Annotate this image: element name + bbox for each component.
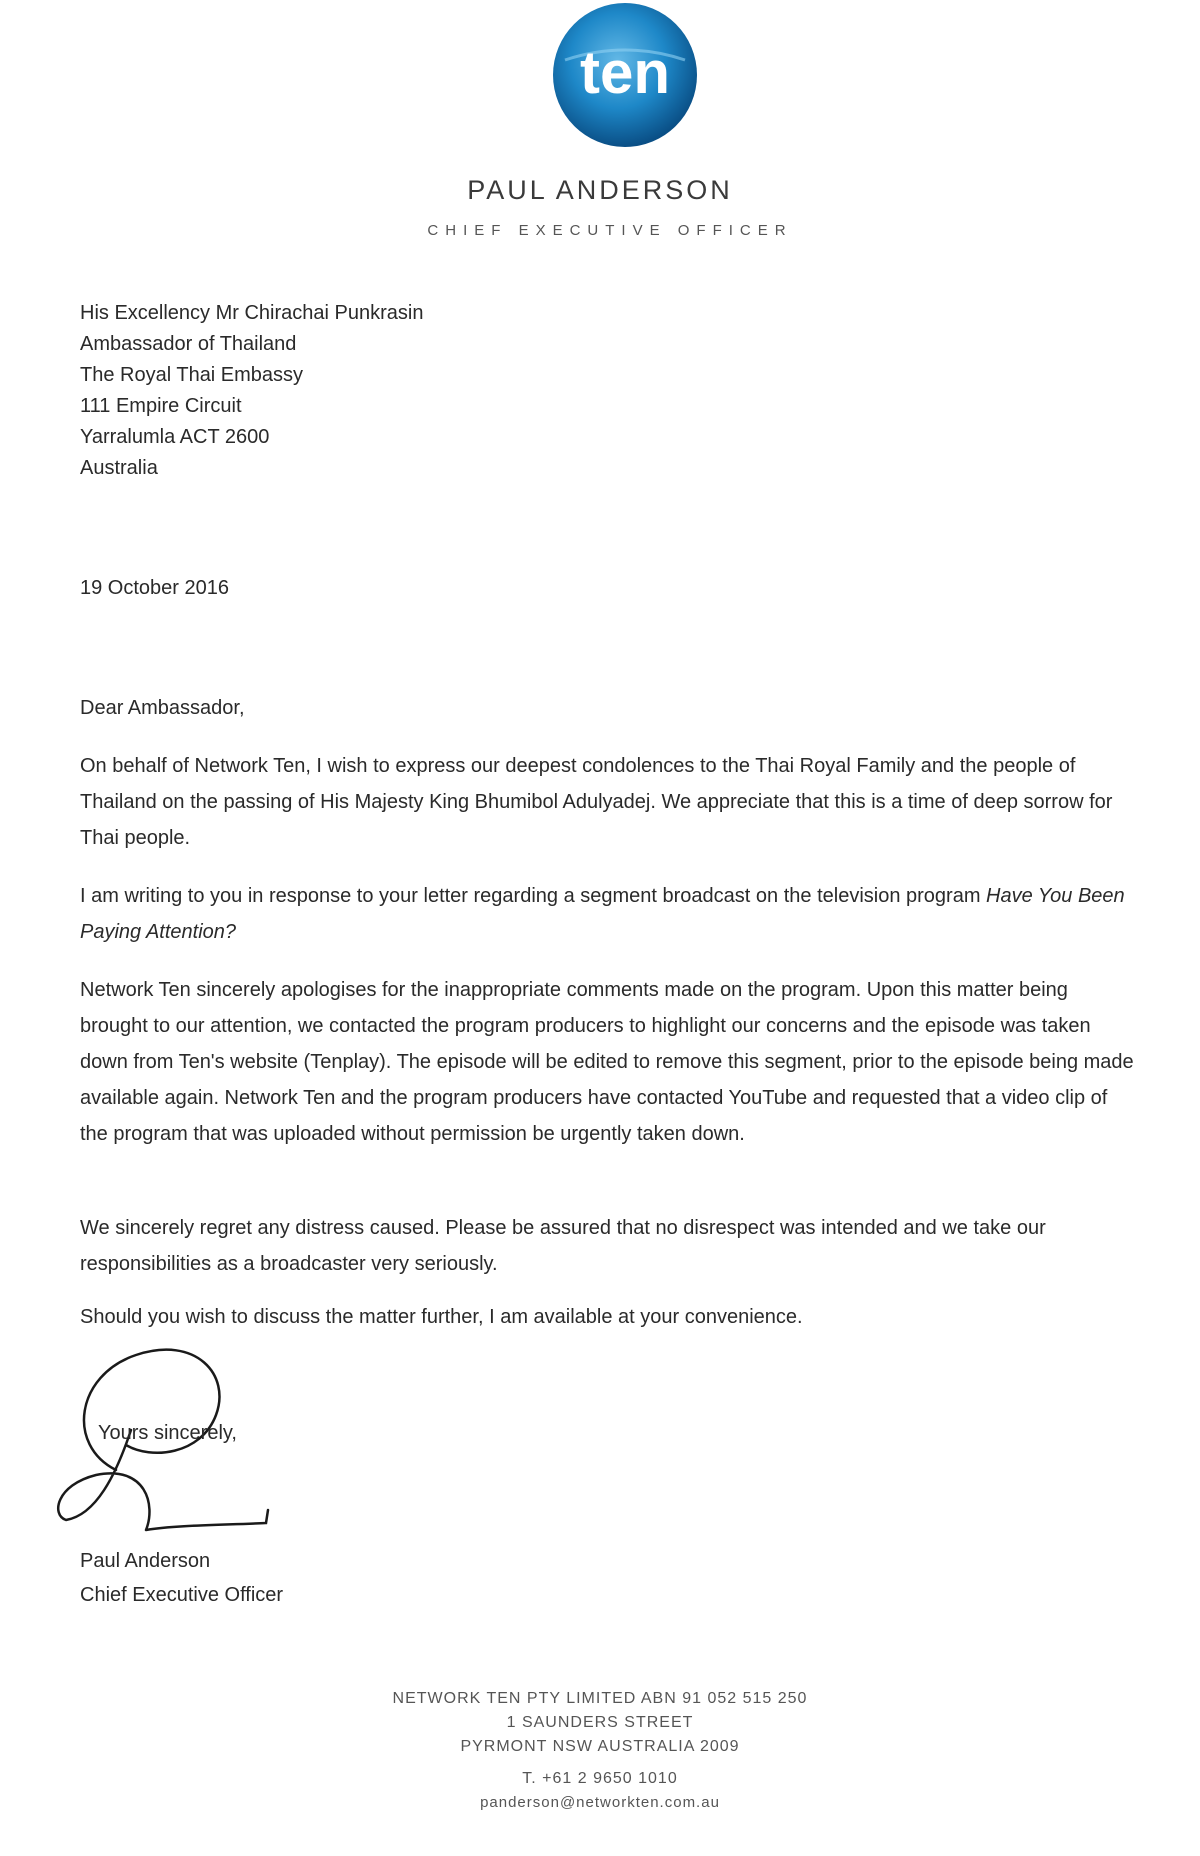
paragraph-text: We sincerely regret any distress caused. Please be assured that no disrespect was intended and we take our responsibilities as a broadcaster very seriously. bbox=[80, 1217, 1046, 1275]
logo-text: ten bbox=[580, 39, 670, 106]
footer-company: NETWORK TEN PTY LIMITED ABN 91 052 515 250 bbox=[392, 1690, 808, 1707]
paragraph-condolences bbox=[80, 748, 1140, 856]
signer-title: Chief Executive Officer bbox=[80, 1584, 284, 1606]
sender-name: PAUL ANDERSON bbox=[467, 175, 733, 205]
footer-street: 1 SAUNDERS STREET bbox=[506, 1714, 694, 1731]
paragraph-text: Network Ten sincerely apologises for the inappropriate comments made on the program. Upon this matter being brought to our attention, we contacted the program producers to highlight our concerns and the episode was taken down from Ten's website (Tenplay). The episode will be edited to remove this segment, prior to the episode being made available again. Network Ten and the program producers have contacted YouTube and requested that a video clip of the program that was uploaded without permission be urgently taken down. bbox=[80, 979, 1134, 1145]
letter-date: 19 October 2016 bbox=[80, 577, 229, 599]
sender-title: CHIEF EXECUTIVE OFFICER bbox=[427, 222, 793, 239]
salutation: Dear Ambassador, bbox=[80, 697, 245, 719]
paragraph-prefix: I am writing to you in response to your letter regarding a segment broadcast on the television program bbox=[80, 885, 987, 907]
address-line: His Excellency Mr Chirachai Punkrasin bbox=[80, 302, 424, 324]
footer-city: PYRMONT NSW AUSTRALIA 2009 bbox=[460, 1738, 740, 1755]
signer-name: Paul Anderson bbox=[80, 1550, 211, 1572]
address-line: Ambassador of Thailand bbox=[80, 333, 297, 355]
program-title: Have You Been Paying Attention? bbox=[80, 885, 1125, 943]
paragraph-text: On behalf of Network Ten, I wish to express our deepest condolences to the Thai Royal Family and the people of Thailand on the passing of His Majesty King Bhumibol Adulyadej. We appreciate that this is a time of deep sorrow for Thai people. bbox=[80, 755, 1113, 849]
paragraph-text: Should you wish to discuss the matter further, I am available at your convenience. bbox=[80, 1306, 803, 1328]
footer-email: panderson@networkten.com.au bbox=[480, 1794, 720, 1811]
address-line: Australia bbox=[80, 457, 158, 479]
address-line: The Royal Thai Embassy bbox=[80, 364, 304, 386]
ten-logo bbox=[551, 0, 699, 150]
paragraph-apology bbox=[80, 972, 1140, 1152]
paragraph-text bbox=[80, 878, 1140, 950]
ten-logo-icon bbox=[551, 0, 699, 150]
footer-phone: T. +61 2 9650 1010 bbox=[522, 1770, 678, 1787]
address-line: 111 Empire Circuit bbox=[80, 395, 242, 417]
recipient-address bbox=[80, 298, 1140, 484]
paragraph-regret bbox=[80, 1210, 1140, 1282]
paragraph-response bbox=[80, 878, 1140, 950]
address-line: Yarralumla ACT 2600 bbox=[80, 426, 270, 448]
paragraph-availability bbox=[80, 1302, 1140, 1333]
closing: Yours sincerely, bbox=[98, 1422, 237, 1444]
